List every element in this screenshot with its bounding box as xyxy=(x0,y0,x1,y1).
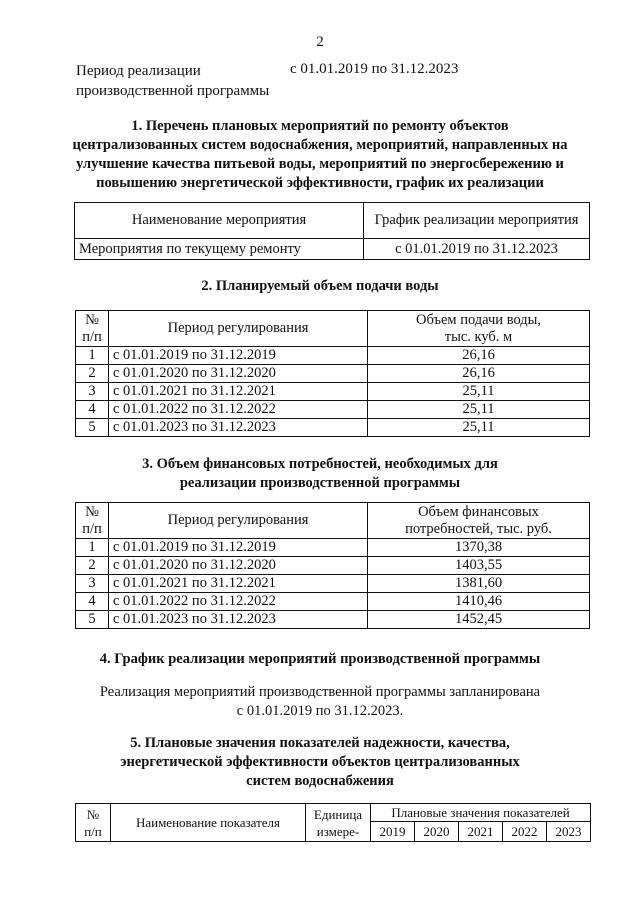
table-row xyxy=(76,419,590,437)
header-unit-line2: измере- xyxy=(316,823,360,839)
table-row xyxy=(75,239,590,260)
indicators-table xyxy=(75,803,591,842)
row-value-cell: 1381,60 xyxy=(368,575,590,593)
table-row xyxy=(76,539,590,557)
header-financial-volume-line2: потребностей, тыс. руб. xyxy=(405,520,552,537)
header-number-line2: п/п xyxy=(84,823,102,839)
row-period-cell: с 01.01.2021 по 31.12.2021 xyxy=(109,383,368,401)
header-number-line1: № xyxy=(85,503,99,520)
table-row xyxy=(76,347,590,365)
section1-title-line: централизованных систем водоснабжения, мероприятий, направленных на xyxy=(72,137,568,153)
header-activity-schedule: График реализации мероприятия xyxy=(364,203,590,239)
row-period-cell: с 01.01.2023 по 31.12.2023 xyxy=(109,419,368,437)
row-number-cell: 3 xyxy=(76,575,109,593)
header-year-2023: 2023 xyxy=(546,822,590,842)
section1-title-line: 1. Перечень плановых мероприятий по ремонту объектов xyxy=(131,118,509,134)
program-period-label-line1: Период реализации xyxy=(76,63,201,79)
section4-text-line2: с 01.01.2019 по 31.12.2023. xyxy=(236,703,404,719)
row-number-cell: 5 xyxy=(76,611,109,629)
row-value-cell: 1410,46 xyxy=(368,593,590,611)
table-header-row xyxy=(76,311,590,347)
activity-name-cell: Мероприятия по текущему ремонту xyxy=(75,239,364,260)
header-activity-name: Наименование мероприятия xyxy=(75,203,364,239)
table-header-row xyxy=(75,203,590,239)
header-period: Период регулирования xyxy=(109,311,368,347)
row-value-cell: 25,11 xyxy=(368,401,590,419)
section3-title-line: 3. Объем финансовых потребностей, необходимых для xyxy=(142,456,498,472)
table-row xyxy=(76,611,590,629)
row-period-cell: с 01.01.2023 по 31.12.2023 xyxy=(109,611,368,629)
table-row xyxy=(76,557,590,575)
row-period-cell: с 01.01.2021 по 31.12.2021 xyxy=(109,575,368,593)
table-row xyxy=(76,575,590,593)
header-number-line1: № xyxy=(86,806,100,822)
table-header-row xyxy=(76,804,591,822)
header-number xyxy=(76,311,109,347)
activity-schedule-cell: с 01.01.2019 по 31.12.2023 xyxy=(364,239,590,260)
section3-title-line: реализации производственной программы xyxy=(179,475,461,491)
row-number-cell: 4 xyxy=(76,593,109,611)
activities-table xyxy=(74,202,590,260)
section1-title-line: повышению энергетической эффективности, график их реализации xyxy=(96,175,544,191)
program-period-label xyxy=(76,61,296,101)
water-supply-table xyxy=(75,310,590,437)
header-water-volume-line2: тыс. куб. м xyxy=(444,328,513,345)
row-value-cell: 1403,55 xyxy=(368,557,590,575)
section5-title xyxy=(0,734,640,791)
section4-text xyxy=(0,683,640,721)
row-period-cell: с 01.01.2020 по 31.12.2020 xyxy=(109,365,368,383)
row-number-cell: 5 xyxy=(76,419,109,437)
row-value-cell: 25,11 xyxy=(368,383,590,401)
header-unit-line1: Единица xyxy=(313,806,363,822)
financial-needs-table xyxy=(75,502,590,629)
header-unit xyxy=(306,804,371,842)
row-number-cell: 4 xyxy=(76,401,109,419)
section1-title-line: улучшение качества питьевой воды, мероприятий по энергосбережению и xyxy=(76,156,564,172)
section1-title xyxy=(0,117,640,193)
header-planned-values: Плановые значения показателей xyxy=(371,804,591,822)
row-value-cell: 25,11 xyxy=(368,419,590,437)
program-period-value: с 01.01.2019 по 31.12.2023 xyxy=(290,61,459,77)
section5-title-line: 5. Плановые значения показателей надежности, качества, xyxy=(130,735,510,751)
row-period-cell: с 01.01.2020 по 31.12.2020 xyxy=(109,557,368,575)
header-number-line2: п/п xyxy=(82,328,102,345)
header-financial-volume xyxy=(368,503,590,539)
row-period-cell: с 01.01.2019 по 31.12.2019 xyxy=(109,347,368,365)
header-number-line2: п/п xyxy=(82,520,102,537)
section2-title: 2. Планируемый объем подачи воды xyxy=(201,278,439,294)
row-value-cell: 26,16 xyxy=(368,365,590,383)
header-year-2021: 2021 xyxy=(458,822,502,842)
row-value-cell: 1370,38 xyxy=(368,539,590,557)
header-year-2022: 2022 xyxy=(502,822,546,842)
header-financial-volume-line1: Объем финансовых xyxy=(418,503,539,520)
row-value-cell: 1452,45 xyxy=(368,611,590,629)
row-number-cell: 1 xyxy=(76,539,109,557)
table-row xyxy=(76,365,590,383)
table-row xyxy=(76,401,590,419)
row-number-cell: 3 xyxy=(76,383,109,401)
section3-title xyxy=(0,455,640,493)
row-value-cell: 26,16 xyxy=(368,347,590,365)
header-number xyxy=(76,804,111,842)
section5-title-line: систем водоснабжения xyxy=(246,773,394,789)
header-number-line1: № xyxy=(85,311,99,328)
row-period-cell: с 01.01.2022 по 31.12.2022 xyxy=(109,401,368,419)
row-number-cell: 2 xyxy=(76,365,109,383)
page-number: 2 xyxy=(316,34,324,50)
program-period-label-line2: производственной программы xyxy=(76,83,270,99)
row-period-cell: с 01.01.2022 по 31.12.2022 xyxy=(109,593,368,611)
header-indicator-name: Наименование показателя xyxy=(111,804,306,842)
table-row xyxy=(76,383,590,401)
header-year-2019: 2019 xyxy=(371,822,415,842)
header-water-volume xyxy=(368,311,590,347)
section4-title: 4. График реализации мероприятий производственной программы xyxy=(99,651,541,667)
header-year-2020: 2020 xyxy=(414,822,458,842)
header-number xyxy=(76,503,109,539)
section5-title-line: энергетической эффективности объектов централизованных xyxy=(120,754,520,770)
table-header-row xyxy=(76,503,590,539)
header-period: Период регулирования xyxy=(109,503,368,539)
header-water-volume-line1: Объем подачи воды, xyxy=(415,311,542,328)
row-period-cell: с 01.01.2019 по 31.12.2019 xyxy=(109,539,368,557)
row-number-cell: 2 xyxy=(76,557,109,575)
table-row xyxy=(76,593,590,611)
section4-text-line1: Реализация мероприятий производственной программы запланирована xyxy=(99,684,541,700)
row-number-cell: 1 xyxy=(76,347,109,365)
